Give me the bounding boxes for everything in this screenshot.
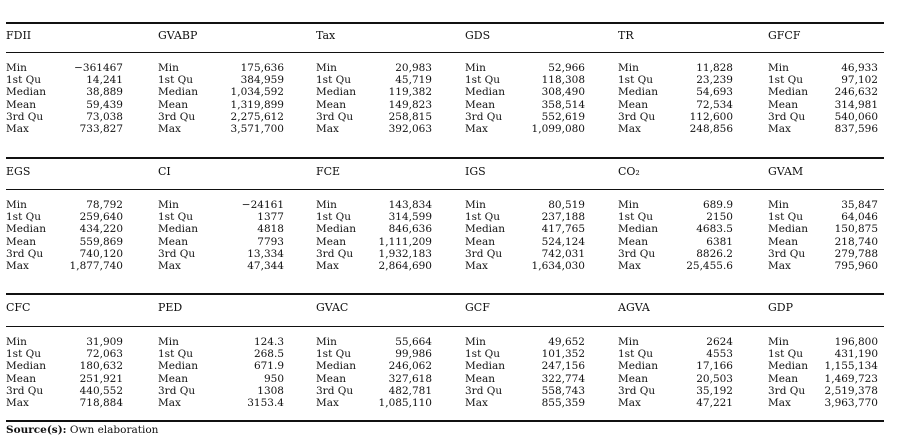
stat-label: 3rd Qu: [6, 247, 44, 260]
stat-label: Median: [768, 223, 809, 236]
stat-value: 846,636: [388, 223, 432, 236]
stat-label: Median: [316, 86, 357, 99]
stat-label: Max: [618, 397, 641, 409]
stat-value: 2,519,378: [824, 384, 878, 397]
stat-value: 17,166: [696, 360, 733, 373]
stat-value: 552,619: [541, 110, 585, 123]
stat-label: Median: [158, 86, 199, 99]
variable-header: CFC: [6, 301, 31, 314]
variable-header: GVABP: [158, 29, 198, 42]
stat-label: Max: [158, 123, 181, 135]
stat-label: 1st Qu: [465, 74, 500, 87]
stat-value: 440,552: [79, 384, 123, 397]
table-rule: [6, 189, 884, 190]
stat-value: 417,765: [541, 223, 585, 236]
stat-value: 47,344: [247, 260, 284, 272]
stat-value: 47,221: [696, 397, 733, 409]
variable-header: GDS: [465, 29, 491, 42]
stat-label: Max: [618, 123, 641, 135]
stat-label: 3rd Qu: [316, 247, 354, 260]
stat-label: Mean: [465, 372, 495, 385]
stat-value: 7793: [257, 235, 284, 248]
stat-value: 1,634,030: [531, 260, 585, 272]
stat-value: 180,632: [79, 360, 123, 373]
stat-label: Median: [465, 86, 506, 99]
stat-label: Median: [768, 360, 809, 373]
stat-label: Median: [768, 86, 809, 99]
stat-value: 3153.4: [247, 397, 284, 409]
stat-label: Median: [618, 360, 659, 373]
stat-label: Median: [6, 86, 47, 99]
stat-label: 1st Qu: [158, 74, 193, 87]
stat-label: Mean: [618, 235, 648, 248]
stat-value: 251,921: [79, 372, 123, 385]
stat-label: Mean: [316, 235, 346, 248]
stat-value: −361467: [74, 62, 123, 74]
stat-value: 78,792: [86, 199, 123, 211]
stat-value: 268.5: [253, 348, 284, 361]
stat-value: 279,788: [834, 247, 878, 260]
stat-label: 3rd Qu: [158, 110, 196, 123]
stat-value: 1,085,110: [378, 397, 432, 409]
stat-label: Mean: [6, 98, 36, 111]
stat-label: Min: [465, 199, 486, 211]
table-rule: [6, 22, 884, 24]
stat-value: 1308: [257, 384, 284, 397]
stat-value: 25,455.6: [686, 260, 733, 272]
stat-label: Max: [465, 260, 488, 272]
stat-value: 45,719: [395, 74, 432, 87]
stat-label: Median: [6, 360, 47, 373]
stat-label: 3rd Qu: [465, 110, 503, 123]
stat-label: Max: [618, 260, 641, 272]
stat-value: 237,188: [541, 211, 585, 224]
stat-value: 540,060: [834, 110, 878, 123]
stat-value: 143,834: [388, 199, 432, 211]
variable-header: GDP: [768, 301, 794, 314]
stat-label: Min: [768, 62, 789, 74]
stat-label: 1st Qu: [768, 74, 803, 87]
stat-value: 124.3: [253, 336, 284, 348]
stat-label: Mean: [768, 372, 798, 385]
stat-value: 31,909: [86, 336, 123, 348]
stat-value: 314,599: [388, 211, 432, 224]
stat-value: 175,636: [240, 62, 284, 74]
stat-label: Min: [768, 336, 789, 348]
stat-value: 4683.5: [696, 223, 733, 236]
stat-label: Min: [158, 199, 179, 211]
stat-value: 38,889: [86, 86, 123, 99]
stat-label: Median: [316, 223, 357, 236]
table-rule: [6, 420, 884, 422]
stat-label: Mean: [316, 372, 346, 385]
stat-value: 855,359: [541, 397, 585, 409]
stat-label: 3rd Qu: [768, 110, 806, 123]
stat-label: 3rd Qu: [768, 247, 806, 260]
stat-label: 3rd Qu: [618, 110, 656, 123]
stat-label: 1st Qu: [618, 211, 653, 224]
variable-header: CO₂: [618, 165, 640, 178]
stat-value: 20,503: [696, 372, 733, 385]
stat-label: Min: [316, 62, 337, 74]
stat-value: 196,800: [834, 336, 878, 348]
stat-label: Mean: [465, 98, 495, 111]
stat-label: Max: [316, 260, 339, 272]
stat-value: 1,155,134: [824, 360, 878, 373]
stat-label: 1st Qu: [316, 211, 351, 224]
stat-label: Mean: [158, 372, 188, 385]
stat-value: 54,693: [696, 86, 733, 99]
stat-label: Max: [6, 260, 29, 272]
stat-value: 671.9: [253, 360, 284, 373]
table-rule: [6, 326, 884, 327]
stat-value: 2,864,690: [378, 260, 432, 272]
stat-label: Max: [465, 123, 488, 135]
stat-label: Mean: [316, 98, 346, 111]
stat-value: 14,241: [86, 74, 123, 87]
stat-label: 1st Qu: [158, 211, 193, 224]
variable-header: Tax: [316, 29, 336, 42]
stat-label: 1st Qu: [768, 348, 803, 361]
stat-value: 742,031: [541, 247, 585, 260]
variable-header: EGS: [6, 165, 31, 178]
stat-value: 1377: [257, 211, 284, 224]
stat-label: Min: [465, 336, 486, 348]
stat-value: 1,034,592: [230, 86, 284, 99]
stat-label: Max: [158, 397, 181, 409]
stat-label: Min: [158, 62, 179, 74]
stat-label: Median: [158, 223, 199, 236]
stat-value: 733,827: [79, 123, 123, 135]
stat-value: 2624: [706, 336, 733, 348]
stat-value: 795,960: [834, 260, 878, 272]
stat-value: 308,490: [541, 86, 585, 99]
variable-header: FCE: [316, 165, 341, 178]
stat-value: 431,190: [834, 348, 878, 361]
stat-value: 314,981: [834, 98, 878, 111]
table-rule: [6, 157, 884, 159]
stat-label: Max: [316, 397, 339, 409]
stat-value: 59,439: [86, 98, 123, 111]
stat-value: 482,781: [388, 384, 432, 397]
stat-label: Median: [6, 223, 47, 236]
stat-label: Max: [465, 397, 488, 409]
stat-value: 740,120: [79, 247, 123, 260]
variable-header: GVAM: [768, 165, 804, 178]
stat-label: Median: [316, 360, 357, 373]
stat-label: Min: [618, 199, 639, 211]
stat-value: 248,856: [689, 123, 733, 135]
stat-value: 524,124: [541, 235, 585, 248]
table-rule: [6, 52, 884, 53]
stat-label: Mean: [768, 98, 798, 111]
stat-value: 101,352: [541, 348, 585, 361]
source-note: [6, 424, 158, 436]
stat-label: Median: [618, 223, 659, 236]
stat-label: 3rd Qu: [158, 247, 196, 260]
source-text: Own elaboration: [66, 424, 159, 436]
stat-label: 1st Qu: [768, 211, 803, 224]
stat-value: 119,382: [388, 86, 432, 99]
stat-label: Min: [618, 62, 639, 74]
stat-value: −24161: [241, 199, 284, 211]
stat-value: 3,571,700: [230, 123, 284, 135]
stat-label: Median: [618, 86, 659, 99]
stat-label: Min: [316, 336, 337, 348]
stat-label: Min: [618, 336, 639, 348]
stat-value: 950: [263, 372, 284, 385]
stat-label: Min: [316, 199, 337, 211]
stat-label: 3rd Qu: [465, 247, 503, 260]
variable-header: GCF: [465, 301, 490, 314]
stat-value: 837,596: [834, 123, 878, 135]
stat-label: 1st Qu: [316, 74, 351, 87]
variable-header: AGVA: [618, 301, 650, 314]
stat-label: Mean: [158, 98, 188, 111]
stat-value: 434,220: [79, 223, 123, 236]
stat-value: 118,308: [541, 74, 585, 87]
stat-label: Max: [6, 397, 29, 409]
stat-value: 35,192: [696, 384, 733, 397]
stat-label: 1st Qu: [6, 74, 41, 87]
variable-header: GFCF: [768, 29, 801, 42]
stat-label: 1st Qu: [158, 348, 193, 361]
stat-value: 1,877,740: [69, 260, 123, 272]
stat-label: Median: [465, 360, 506, 373]
stat-label: 1st Qu: [465, 211, 500, 224]
source-label: Source(s):: [6, 424, 67, 436]
stat-value: 2,275,612: [230, 110, 284, 123]
stat-label: Max: [768, 260, 791, 272]
stat-label: 3rd Qu: [6, 110, 44, 123]
stat-value: 1,932,183: [378, 247, 432, 260]
stat-value: 13,334: [247, 247, 284, 260]
stat-value: 97,102: [841, 74, 878, 87]
stat-label: 1st Qu: [6, 348, 41, 361]
stat-value: 258,815: [388, 110, 432, 123]
stat-value: 259,640: [79, 211, 123, 224]
variable-header: CI: [158, 165, 171, 178]
stat-value: 218,740: [834, 235, 878, 248]
stat-label: 3rd Qu: [768, 384, 806, 397]
stat-value: 72,534: [696, 98, 733, 111]
stat-value: 52,966: [548, 62, 585, 74]
stat-label: Min: [6, 62, 27, 74]
stat-value: 1,099,080: [531, 123, 585, 135]
stat-label: Mean: [6, 235, 36, 248]
stat-value: 46,933: [841, 62, 878, 74]
stat-value: 4818: [257, 223, 284, 236]
stat-label: 3rd Qu: [316, 384, 354, 397]
stat-value: 149,823: [388, 98, 432, 111]
stat-value: 23,239: [696, 74, 733, 87]
stat-value: 718,884: [79, 397, 123, 409]
stat-label: Min: [768, 199, 789, 211]
stat-label: 3rd Qu: [618, 247, 656, 260]
stat-label: Mean: [618, 372, 648, 385]
stat-value: 246,062: [388, 360, 432, 373]
stat-value: 6381: [706, 235, 733, 248]
stat-value: 150,875: [834, 223, 878, 236]
stat-value: 112,600: [689, 110, 733, 123]
stat-value: 1,111,209: [378, 235, 432, 248]
variable-header: PED: [158, 301, 183, 314]
stat-label: 1st Qu: [316, 348, 351, 361]
stat-value: 49,652: [548, 336, 585, 348]
stat-label: Max: [6, 123, 29, 135]
variable-header: TR: [618, 29, 634, 42]
stat-value: 3,963,770: [824, 397, 878, 409]
stat-value: 392,063: [388, 123, 432, 135]
stat-label: Median: [465, 223, 506, 236]
stat-value: 11,828: [696, 62, 733, 74]
stat-value: 55,664: [395, 336, 432, 348]
stat-label: Min: [465, 62, 486, 74]
stat-value: 99,986: [395, 348, 432, 361]
stat-value: 8826.2: [696, 247, 733, 260]
stat-label: Max: [768, 123, 791, 135]
stat-label: Mean: [158, 235, 188, 248]
stat-label: Min: [6, 199, 27, 211]
variable-header: GVAC: [316, 301, 349, 314]
stat-label: 1st Qu: [618, 348, 653, 361]
stat-value: 80,519: [548, 199, 585, 211]
stat-label: 3rd Qu: [316, 110, 354, 123]
stat-label: 1st Qu: [6, 211, 41, 224]
stat-label: Max: [768, 397, 791, 409]
stat-value: 72,063: [86, 348, 123, 361]
stat-value: 1,469,723: [824, 372, 878, 385]
stat-label: 3rd Qu: [465, 384, 503, 397]
stat-value: 20,983: [395, 62, 432, 74]
stat-label: 3rd Qu: [6, 384, 44, 397]
stat-value: 327,618: [388, 372, 432, 385]
stat-label: Max: [158, 260, 181, 272]
stat-value: 558,743: [541, 384, 585, 397]
stat-label: Min: [158, 336, 179, 348]
stat-value: 358,514: [541, 98, 585, 111]
stat-label: Max: [316, 123, 339, 135]
stat-label: Mean: [768, 235, 798, 248]
stat-label: 3rd Qu: [158, 384, 196, 397]
stat-value: 2150: [706, 211, 733, 224]
stat-label: Mean: [6, 372, 36, 385]
stat-label: 1st Qu: [465, 348, 500, 361]
stat-value: 35,847: [841, 199, 878, 211]
variable-header: IGS: [465, 165, 486, 178]
stat-label: Min: [6, 336, 27, 348]
stat-value: 384,959: [240, 74, 284, 87]
stat-value: 1,319,899: [230, 98, 284, 111]
variable-header: FDII: [6, 29, 32, 42]
stat-label: Mean: [465, 235, 495, 248]
stat-value: 559,869: [79, 235, 123, 248]
stat-value: 247,156: [541, 360, 585, 373]
stat-label: 3rd Qu: [618, 384, 656, 397]
stat-value: 4553: [706, 348, 733, 361]
stat-value: 64,046: [841, 211, 878, 224]
stat-label: Mean: [618, 98, 648, 111]
stat-value: 689.9: [702, 199, 733, 211]
table-rule: [6, 293, 884, 295]
stat-value: 246,632: [834, 86, 878, 99]
stat-label: 1st Qu: [618, 74, 653, 87]
stat-value: 73,038: [86, 110, 123, 123]
stat-value: 322,774: [541, 372, 585, 385]
stat-label: Median: [158, 360, 199, 373]
